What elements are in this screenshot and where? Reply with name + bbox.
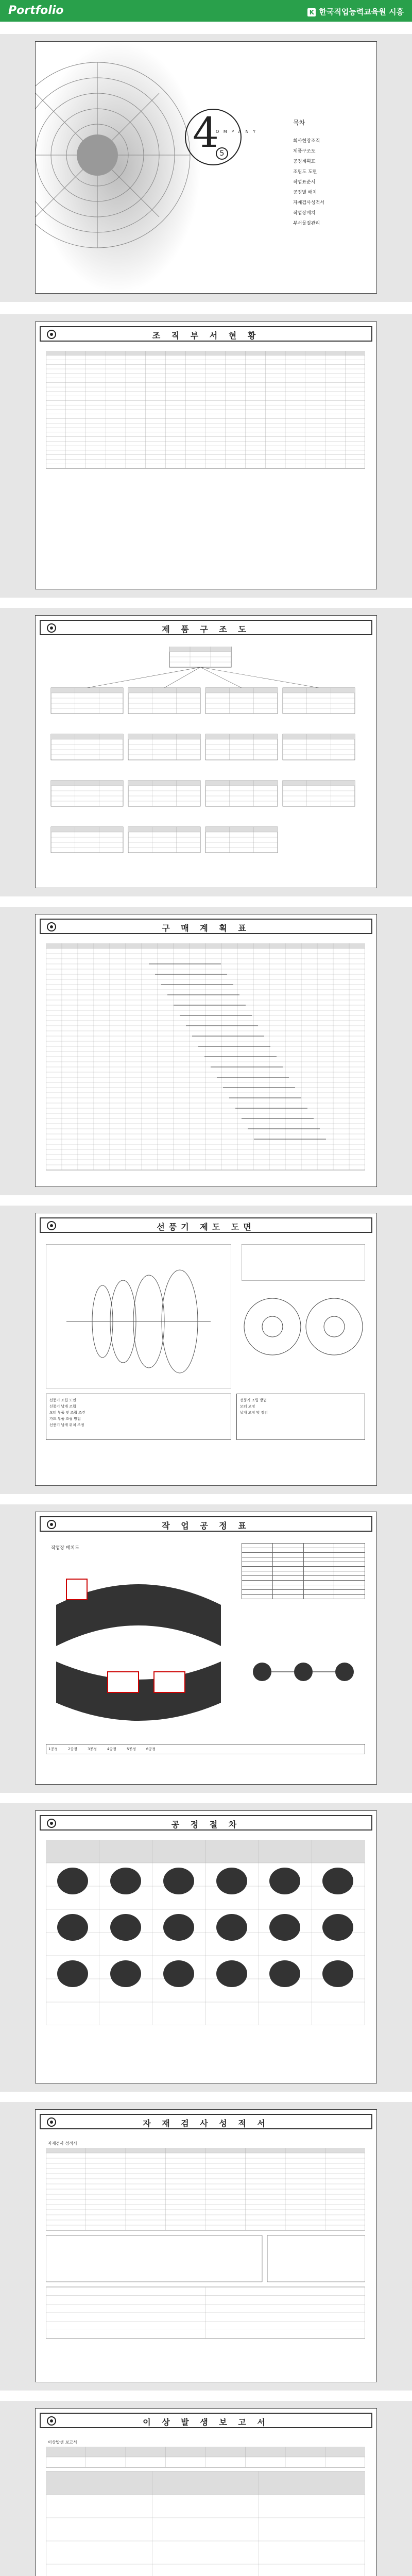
table-row — [242, 1576, 365, 1581]
inspect-title: 자 재 검 사 성 적 서 — [143, 2119, 269, 2128]
table-cell — [303, 1595, 334, 1599]
layout-title: 작 업 공 정 표 — [162, 1521, 250, 1531]
table-cell — [334, 1595, 365, 1599]
part-photo — [110, 1914, 141, 1941]
table-header — [51, 688, 123, 693]
table-row — [242, 1571, 365, 1576]
table-frame — [267, 2235, 365, 2282]
table-cell — [334, 1590, 365, 1595]
drawing-title-bar — [40, 1217, 372, 1233]
table-row — [242, 1567, 365, 1571]
part-photo — [163, 1960, 194, 1987]
table-cell — [272, 1571, 303, 1576]
toc-item[interactable]: 작업장배치 — [293, 211, 316, 216]
legend-item: 5공정 — [126, 1747, 136, 1751]
plan-section — [0, 907, 412, 1195]
part-photo — [322, 1960, 353, 1987]
table-cell — [303, 1544, 334, 1548]
table-cell — [242, 1562, 273, 1567]
fan-blade-drawings — [242, 1244, 365, 1388]
table-cell — [334, 1585, 365, 1590]
toc-item[interactable]: 부서물질관리 — [293, 221, 320, 226]
table-header — [205, 827, 278, 832]
legend-strip — [46, 1744, 365, 1754]
portfolio-logo: Portfolio — [8, 4, 64, 17]
note-line: 가드 부품 조립 방법 — [49, 1417, 81, 1421]
table-cell — [272, 1553, 303, 1557]
toc-item[interactable]: 공정별 배치 — [293, 190, 317, 195]
brand-k-icon: K — [307, 8, 316, 16]
drawing-sheet — [35, 1213, 377, 1486]
table-row — [242, 1585, 365, 1590]
legend-item: 1공정 — [48, 1747, 58, 1751]
inspect-section — [0, 2102, 412, 2391]
org-section — [0, 314, 412, 598]
table-header — [128, 781, 200, 786]
brand-name — [307, 6, 404, 17]
part-photo — [216, 1960, 247, 1987]
inspect-sheet — [35, 2109, 377, 2382]
table-cell — [272, 1595, 303, 1599]
struct-sheet — [35, 615, 377, 888]
note-line: 날개 고정 및 점검 — [240, 1411, 268, 1415]
table-header — [205, 734, 278, 739]
table-frame — [46, 2235, 262, 2282]
struct-title: 제 품 구 조 도 — [162, 624, 250, 634]
part-photo — [322, 1914, 353, 1941]
table-cell — [334, 1544, 365, 1548]
table-cell — [334, 1553, 365, 1557]
table-cell — [242, 1585, 273, 1590]
drawing-title: 선풍기 제도 도면 — [157, 1222, 255, 1232]
layout-flow — [242, 1646, 365, 1703]
cover-big-number: 4 — [193, 109, 219, 157]
cover-section — [0, 34, 412, 302]
quality-section — [0, 2401, 412, 2576]
part-photo — [269, 1868, 300, 1894]
table-cell — [334, 1562, 365, 1567]
table-cell — [334, 1576, 365, 1581]
table-cell — [334, 1567, 365, 1571]
tree-link — [200, 667, 242, 688]
table-cell — [303, 1548, 334, 1553]
table-cell — [242, 1571, 273, 1576]
brand-label: 한국직업능력교육원 시흥 — [319, 7, 404, 16]
struct-title-bar — [40, 620, 372, 635]
table-cell — [303, 1576, 334, 1581]
table-row — [242, 1581, 365, 1585]
layout-label: 작업장 배치도 — [51, 1546, 80, 1551]
toc-title: 목차 — [293, 119, 305, 126]
table-cell — [303, 1581, 334, 1585]
plan-sheet — [35, 914, 377, 1187]
table-row — [242, 1595, 365, 1599]
plan-title-bar — [40, 919, 372, 934]
toc-item[interactable]: 작업표준서 — [293, 180, 316, 185]
table-header — [128, 688, 200, 693]
part-photo — [57, 1914, 88, 1941]
table-header — [128, 827, 200, 832]
cover-small-mark: 5 — [216, 147, 228, 160]
legend-item: 2공정 — [67, 1747, 77, 1751]
part-photo — [110, 1868, 141, 1894]
part-photo — [269, 1960, 300, 1987]
table-header — [205, 781, 278, 786]
table-header — [128, 734, 200, 739]
table-cell — [272, 1544, 303, 1548]
table-cell — [242, 1544, 273, 1548]
structure-tree — [46, 647, 365, 873]
table-header — [169, 647, 231, 652]
table-row — [242, 1590, 365, 1595]
org-title: 조 직 부 서 현 황 — [152, 331, 260, 341]
process-sheet — [35, 1810, 377, 2083]
quality-title-bar — [40, 2413, 372, 2428]
table-header — [283, 781, 355, 786]
table-header — [46, 2471, 365, 2495]
tree-link — [200, 667, 319, 688]
legend-item: 6공정 — [146, 1747, 156, 1751]
part-photo — [163, 1868, 194, 1894]
plan-gantt — [46, 943, 365, 1175]
process-section — [0, 1803, 412, 2092]
table-cell — [303, 1567, 334, 1571]
part-photo — [216, 1914, 247, 1941]
table-cell — [242, 1548, 273, 1553]
legend-item: 3공정 — [87, 1747, 97, 1751]
table-cell — [242, 1553, 273, 1557]
table-cell — [334, 1548, 365, 1553]
quality-title: 이 상 발 생 보 고 서 — [143, 2417, 269, 2427]
inspect-title-bar — [40, 2114, 372, 2129]
toc-item[interactable]: 공정계획표 — [293, 159, 316, 164]
inspect-label: 자재검사 성적서 — [48, 2141, 77, 2146]
process-title-bar — [40, 1815, 372, 1831]
part-photo — [216, 1868, 247, 1894]
toc-item[interactable]: 제품구조도 — [293, 149, 316, 154]
note-line: 모터 고정 — [240, 1404, 255, 1409]
struct-section — [0, 608, 412, 896]
toc-list — [293, 133, 324, 230]
exploded-drawing — [46, 1244, 231, 1388]
table-cell — [242, 1590, 273, 1595]
fan-illustration — [36, 42, 200, 293]
table-row — [242, 1553, 365, 1557]
cover-sheet — [35, 41, 377, 294]
table-header — [51, 827, 123, 832]
table-cell — [303, 1553, 334, 1557]
table-cell — [334, 1557, 365, 1562]
table-cell — [303, 1571, 334, 1576]
top-header — [0, 0, 412, 22]
drawing-notes-left — [46, 1394, 231, 1440]
org-sheet — [35, 321, 377, 589]
table-header — [51, 781, 123, 786]
table-header — [283, 734, 355, 739]
toc-item[interactable]: 자재검사성적서 — [293, 200, 324, 206]
note-line: 모터 부품 및 조립 조건 — [49, 1411, 85, 1415]
process-photos — [46, 1840, 365, 2025]
table-cell — [334, 1581, 365, 1585]
toc-item[interactable]: 회사현장조직 — [293, 139, 320, 144]
quality-label: 이상발생 보고서 — [48, 2440, 77, 2445]
note-line: 선풍기 날개 조립 — [49, 1404, 76, 1409]
part-photo — [269, 1914, 300, 1941]
process-title: 공 정 절 차 — [171, 1820, 241, 1829]
table-cell — [334, 1571, 365, 1576]
note-line: 선풍기 조립 방법 — [240, 1398, 267, 1402]
part-photo — [163, 1914, 194, 1941]
drawing-section — [0, 1206, 412, 1494]
layout-title-bar — [40, 1516, 372, 1532]
tree-link — [87, 667, 200, 688]
inspect-form — [46, 2148, 365, 2344]
plan-title: 구 매 계 획 표 — [162, 923, 250, 933]
part-photo — [322, 1868, 353, 1894]
table-cell — [242, 1557, 273, 1562]
table-cell — [242, 1576, 273, 1581]
quality-sheet — [35, 2408, 377, 2576]
table-cell — [303, 1557, 334, 1562]
table-cell — [242, 1595, 273, 1599]
table-row — [242, 1562, 365, 1567]
table-cell — [303, 1590, 334, 1595]
table-header — [205, 688, 278, 693]
layout-sheet — [35, 1512, 377, 1785]
layout-table — [242, 1543, 365, 1599]
legend-item: 4공정 — [107, 1747, 116, 1751]
part-photo — [57, 1960, 88, 1987]
tree-link — [164, 667, 200, 688]
table-row — [242, 1544, 365, 1548]
table-cell — [272, 1562, 303, 1567]
part-photo — [110, 1960, 141, 1987]
table-cell — [272, 1590, 303, 1595]
cover-subtitle: O M P A N Y — [216, 129, 258, 134]
table-cell — [272, 1585, 303, 1590]
drawing-notes-right — [236, 1394, 365, 1440]
table-header — [51, 734, 123, 739]
table-cell — [272, 1581, 303, 1585]
org-table-graphic — [46, 351, 365, 469]
table-cell — [272, 1576, 303, 1581]
table-cell — [272, 1548, 303, 1553]
table-cell — [303, 1585, 334, 1590]
table-header — [283, 688, 355, 693]
workflow-diagram — [46, 1543, 231, 1739]
table-cell — [272, 1557, 303, 1562]
table-cell — [303, 1562, 334, 1567]
org-title-bar — [40, 326, 372, 342]
quality-form — [46, 2447, 365, 2576]
table-row — [242, 1557, 365, 1562]
table-row — [242, 1548, 365, 1553]
toc-item[interactable]: 조립도 도면 — [293, 170, 317, 175]
part-photo — [57, 1868, 88, 1894]
table-cell — [242, 1581, 273, 1585]
note-line: 선풍기 조립 도면 — [49, 1398, 76, 1402]
table-cell — [242, 1567, 273, 1571]
layout-section — [0, 1504, 412, 1793]
table-cell — [272, 1567, 303, 1571]
note-line: 선풍기 날개 위치 조정 — [49, 1423, 84, 1427]
